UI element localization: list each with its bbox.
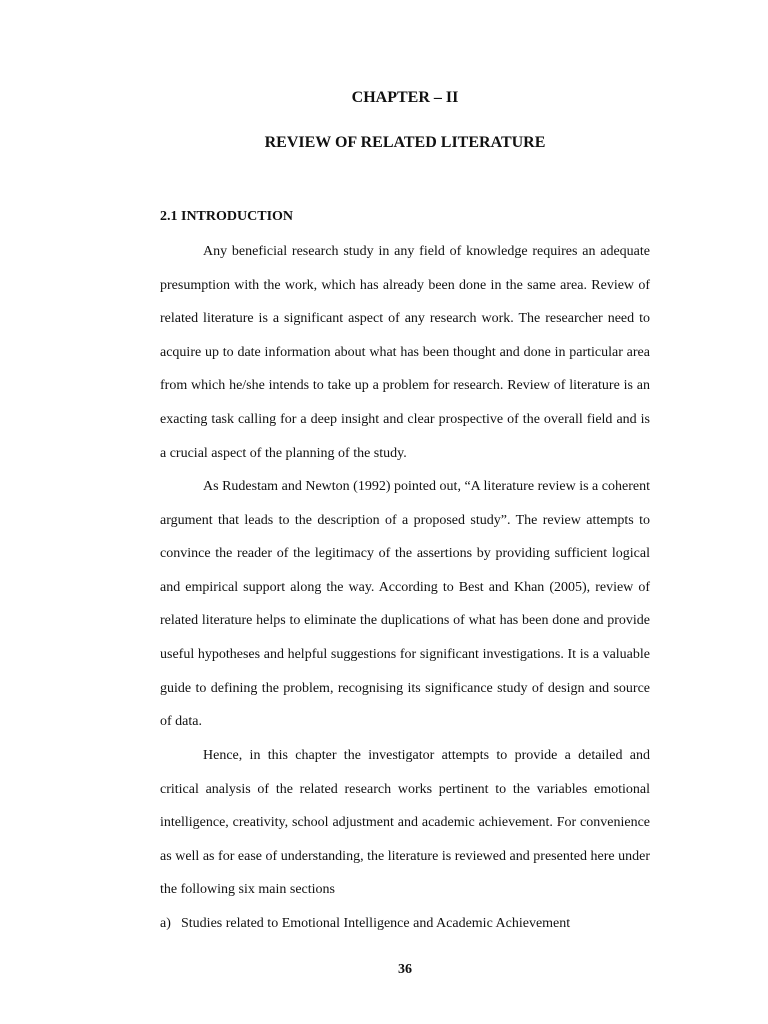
page-number: 36 (398, 962, 412, 977)
list-item-text: Studies related to Emotional Intelligence and Academic Achievement (181, 916, 571, 931)
list-item (160, 907, 660, 941)
list-item-marker: a) (160, 916, 171, 931)
paragraph-1: Any beneficial research study in any field of knowledge requires an adequate presumption with the work, which has already been done in the same area. Review of related literature is a significant aspect of any research work. The researcher need to acquire up to date information about what has been thought and done in particular area from which he/she intends to take up a problem for research. Review of literature is an exacting task calling for a deep insight and clear prospective of the overall field and is a crucial aspect of the planning of the study. (160, 244, 650, 461)
paragraph-2: As Rudestam and Newton (1992) pointed out, “A literature review is a coherent argument that leads to the description of a proposed study”. The review attempts to convince the reader of the legitimacy of the assertions by providing sufficient logical and empirical support along the way. According to Best and Khan (2005), review of related literature helps to eliminate the duplications of what has been done and provide useful hypotheses and helpful suggestions for significant investigations. It is a valuable guide to defining the problem, recognising its significance study of design and source of data. (160, 479, 650, 730)
paragraph-3: Hence, in this chapter the investigator attempts to provide a detailed and critical analysis of the related research works pertinent to the variables emotional intelligence, creativity, school adjustment and academic achievement. For convenience as well as for ease of understanding, the literature is reviewed and presented here under the following six main sections (160, 748, 650, 898)
chapter-number: CHAPTER – II (351, 89, 459, 106)
section-heading: 2.1 INTRODUCTION (160, 209, 294, 224)
chapter-title: REVIEW OF RELATED LITERATURE (264, 134, 546, 151)
